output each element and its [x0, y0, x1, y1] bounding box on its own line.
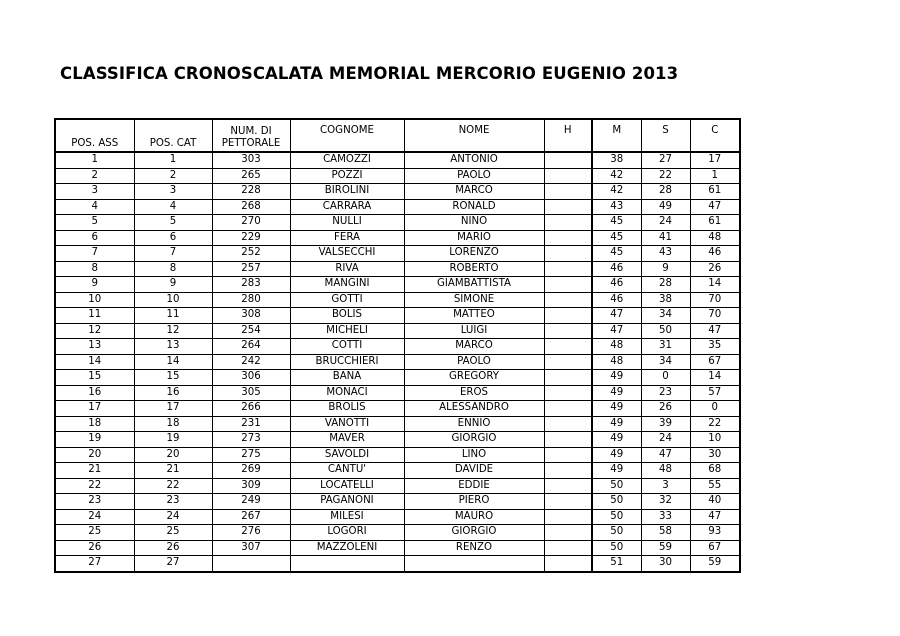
cell-m: 49 — [592, 463, 641, 479]
cell-nome: ALESSANDRO — [404, 401, 544, 417]
cell-pos-cat: 23 — [134, 494, 212, 510]
cell-c: 61 — [690, 215, 740, 231]
table-row — [55, 540, 740, 556]
cell-m: 42 — [592, 184, 641, 200]
cell-m: 43 — [592, 199, 641, 215]
cell-c: 22 — [690, 416, 740, 432]
table-row — [55, 556, 740, 572]
cell-pettorale: 305 — [212, 385, 290, 401]
cell-cognome: COTTI — [290, 339, 404, 355]
cell-nome: LORENZO — [404, 246, 544, 262]
table-row — [55, 385, 740, 401]
cell-h — [544, 525, 592, 541]
cell-h — [544, 556, 592, 572]
cell-nome: GREGORY — [404, 370, 544, 386]
cell-c: 61 — [690, 184, 740, 200]
cell-h — [544, 277, 592, 293]
cell-c: 30 — [690, 447, 740, 463]
cell-m: 47 — [592, 323, 641, 339]
cell-nome: MARCO — [404, 184, 544, 200]
cell-c: 57 — [690, 385, 740, 401]
table-row — [55, 509, 740, 525]
cell-s: 43 — [641, 246, 690, 262]
header-s: S — [641, 119, 690, 152]
cell-s: 23 — [641, 385, 690, 401]
cell-m: 42 — [592, 168, 641, 184]
cell-s: 24 — [641, 215, 690, 231]
cell-cognome: RIVA — [290, 261, 404, 277]
cell-pos-cat: 9 — [134, 277, 212, 293]
cell-h — [544, 261, 592, 277]
cell-cognome: NULLI — [290, 215, 404, 231]
cell-c: 70 — [690, 308, 740, 324]
cell-c: 10 — [690, 432, 740, 448]
cell-nome: GIAMBATTISTA — [404, 277, 544, 293]
cell-nome: GIORGIO — [404, 525, 544, 541]
cell-m: 50 — [592, 494, 641, 510]
table-row — [55, 339, 740, 355]
cell-pettorale: 231 — [212, 416, 290, 432]
cell-c: 14 — [690, 277, 740, 293]
cell-cognome: BRUCCHIERI — [290, 354, 404, 370]
cell-nome: PAOLO — [404, 354, 544, 370]
cell-pettorale — [212, 556, 290, 572]
cell-pos-cat: 1 — [134, 152, 212, 168]
table-row — [55, 168, 740, 184]
cell-pos-cat: 26 — [134, 540, 212, 556]
table-row — [55, 261, 740, 277]
cell-pettorale: 309 — [212, 478, 290, 494]
cell-m: 49 — [592, 385, 641, 401]
cell-m: 45 — [592, 246, 641, 262]
cell-c: 70 — [690, 292, 740, 308]
cell-nome: MAURO — [404, 509, 544, 525]
cell-pos-cat: 2 — [134, 168, 212, 184]
cell-s: 30 — [641, 556, 690, 572]
cell-pettorale: 249 — [212, 494, 290, 510]
cell-pettorale: 307 — [212, 540, 290, 556]
cell-pettorale: 252 — [212, 246, 290, 262]
cell-nome: MATTEO — [404, 308, 544, 324]
cell-pettorale: 283 — [212, 277, 290, 293]
cell-nome: ENNIO — [404, 416, 544, 432]
page-title: CLASSIFICA CRONOSCALATA MEMORIAL MERCORIO EUGENIO 2013 — [60, 64, 679, 83]
cell-pettorale: 276 — [212, 525, 290, 541]
cell-s: 27 — [641, 152, 690, 168]
cell-h — [544, 447, 592, 463]
cell-pos-ass: 16 — [55, 385, 134, 401]
cell-s: 47 — [641, 447, 690, 463]
cell-s: 50 — [641, 323, 690, 339]
cell-pettorale: 229 — [212, 230, 290, 246]
cell-pos-cat: 17 — [134, 401, 212, 417]
cell-pos-cat: 11 — [134, 308, 212, 324]
cell-pettorale: 268 — [212, 199, 290, 215]
cell-pos-ass: 26 — [55, 540, 134, 556]
table-row — [55, 463, 740, 479]
cell-m: 38 — [592, 152, 641, 168]
cell-pos-cat: 15 — [134, 370, 212, 386]
cell-pettorale: 303 — [212, 152, 290, 168]
cell-cognome: MANGINI — [290, 277, 404, 293]
cell-pos-cat: 19 — [134, 432, 212, 448]
cell-s: 49 — [641, 199, 690, 215]
table-row — [55, 432, 740, 448]
cell-nome: PAOLO — [404, 168, 544, 184]
cell-s: 28 — [641, 184, 690, 200]
header-pos-ass: POS. ASS — [55, 119, 134, 152]
cell-nome: RENZO — [404, 540, 544, 556]
cell-pettorale: 306 — [212, 370, 290, 386]
header-pettorale-line2: PETTORALE — [221, 138, 281, 149]
cell-pos-cat: 10 — [134, 292, 212, 308]
cell-cognome: CARRARA — [290, 199, 404, 215]
cell-pettorale: 269 — [212, 463, 290, 479]
cell-pettorale: 280 — [212, 292, 290, 308]
table-row — [55, 308, 740, 324]
cell-c: 93 — [690, 525, 740, 541]
header-nome: NOME — [404, 119, 544, 152]
cell-nome: RONALD — [404, 199, 544, 215]
cell-pos-ass: 18 — [55, 416, 134, 432]
cell-m: 50 — [592, 540, 641, 556]
cell-m: 46 — [592, 292, 641, 308]
cell-nome: NINO — [404, 215, 544, 231]
cell-s: 0 — [641, 370, 690, 386]
cell-c: 47 — [690, 509, 740, 525]
table-row — [55, 277, 740, 293]
cell-pos-cat: 7 — [134, 246, 212, 262]
cell-m: 45 — [592, 230, 641, 246]
cell-nome: LINO — [404, 447, 544, 463]
cell-cognome: VALSECCHI — [290, 246, 404, 262]
cell-pos-ass: 9 — [55, 277, 134, 293]
cell-m: 49 — [592, 447, 641, 463]
cell-cognome: FERA — [290, 230, 404, 246]
cell-pos-ass: 27 — [55, 556, 134, 572]
table-row — [55, 323, 740, 339]
cell-m: 46 — [592, 261, 641, 277]
cell-nome: MARIO — [404, 230, 544, 246]
cell-pettorale: 254 — [212, 323, 290, 339]
cell-pos-ass: 13 — [55, 339, 134, 355]
cell-s: 9 — [641, 261, 690, 277]
cell-s: 28 — [641, 277, 690, 293]
cell-m: 45 — [592, 215, 641, 231]
cell-pettorale: 275 — [212, 447, 290, 463]
table-body — [55, 152, 740, 572]
cell-h — [544, 385, 592, 401]
cell-h — [544, 152, 592, 168]
cell-pos-ass: 14 — [55, 354, 134, 370]
table-row — [55, 354, 740, 370]
cell-pos-ass: 11 — [55, 308, 134, 324]
cell-m: 49 — [592, 416, 641, 432]
cell-h — [544, 199, 592, 215]
cell-nome: PIERO — [404, 494, 544, 510]
table-row — [55, 494, 740, 510]
cell-cognome: BOLIS — [290, 308, 404, 324]
cell-cognome: SAVOLDI — [290, 447, 404, 463]
cell-h — [544, 339, 592, 355]
header-c: C — [690, 119, 740, 152]
cell-m: 50 — [592, 509, 641, 525]
cell-m: 49 — [592, 370, 641, 386]
table-row — [55, 416, 740, 432]
cell-cognome — [290, 556, 404, 572]
cell-pos-cat: 13 — [134, 339, 212, 355]
table-row — [55, 199, 740, 215]
cell-pettorale: 270 — [212, 215, 290, 231]
cell-s: 24 — [641, 432, 690, 448]
cell-pettorale: 267 — [212, 509, 290, 525]
cell-nome: MARCO — [404, 339, 544, 355]
cell-c: 47 — [690, 323, 740, 339]
cell-pos-cat: 16 — [134, 385, 212, 401]
cell-s: 31 — [641, 339, 690, 355]
cell-nome: ROBERTO — [404, 261, 544, 277]
cell-pos-ass: 3 — [55, 184, 134, 200]
cell-pettorale: 264 — [212, 339, 290, 355]
cell-cognome: CAMOZZI — [290, 152, 404, 168]
cell-nome: LUIGI — [404, 323, 544, 339]
table-row — [55, 184, 740, 200]
cell-s: 48 — [641, 463, 690, 479]
cell-c: 40 — [690, 494, 740, 510]
cell-h — [544, 292, 592, 308]
cell-pos-ass: 8 — [55, 261, 134, 277]
cell-h — [544, 432, 592, 448]
cell-s: 22 — [641, 168, 690, 184]
cell-s: 33 — [641, 509, 690, 525]
cell-nome: DAVIDE — [404, 463, 544, 479]
cell-h — [544, 540, 592, 556]
cell-c: 47 — [690, 199, 740, 215]
cell-c: 1 — [690, 168, 740, 184]
cell-nome: EDDIE — [404, 478, 544, 494]
header-m: M — [592, 119, 641, 152]
table-row — [55, 447, 740, 463]
cell-pos-cat: 14 — [134, 354, 212, 370]
table-row — [55, 478, 740, 494]
cell-s: 34 — [641, 354, 690, 370]
header-pos-cat: POS. CAT — [134, 119, 212, 152]
cell-pos-cat: 22 — [134, 478, 212, 494]
cell-s: 58 — [641, 525, 690, 541]
cell-pos-ass: 21 — [55, 463, 134, 479]
cell-s: 3 — [641, 478, 690, 494]
header-cognome: COGNOME — [290, 119, 404, 152]
table-row — [55, 230, 740, 246]
cell-pos-cat: 6 — [134, 230, 212, 246]
cell-pos-ass: 6 — [55, 230, 134, 246]
table-row — [55, 370, 740, 386]
table-row — [55, 215, 740, 231]
cell-cognome: LOCATELLI — [290, 478, 404, 494]
cell-pos-ass: 15 — [55, 370, 134, 386]
cell-c: 55 — [690, 478, 740, 494]
header-h: H — [544, 119, 592, 152]
cell-cognome: VANOTTI — [290, 416, 404, 432]
cell-cognome: MICHELI — [290, 323, 404, 339]
cell-nome: EROS — [404, 385, 544, 401]
cell-pos-cat: 5 — [134, 215, 212, 231]
table-row — [55, 525, 740, 541]
table-header — [55, 119, 740, 152]
cell-cognome: PAGANONI — [290, 494, 404, 510]
cell-c: 68 — [690, 463, 740, 479]
cell-h — [544, 168, 592, 184]
results-table — [54, 118, 741, 573]
cell-cognome: MAVER — [290, 432, 404, 448]
cell-pos-ass: 4 — [55, 199, 134, 215]
cell-c: 67 — [690, 540, 740, 556]
cell-pos-ass: 5 — [55, 215, 134, 231]
cell-h — [544, 509, 592, 525]
cell-pos-cat: 20 — [134, 447, 212, 463]
cell-s: 32 — [641, 494, 690, 510]
cell-h — [544, 370, 592, 386]
cell-pos-cat: 24 — [134, 509, 212, 525]
cell-pos-ass: 10 — [55, 292, 134, 308]
cell-pos-ass: 7 — [55, 246, 134, 262]
header-row — [55, 119, 740, 152]
cell-cognome: BANA — [290, 370, 404, 386]
cell-pos-ass: 1 — [55, 152, 134, 168]
table-row — [55, 292, 740, 308]
header-pettorale-line1: NUM. DI — [230, 126, 272, 137]
header-pettorale — [212, 119, 290, 152]
cell-cognome: LOGORI — [290, 525, 404, 541]
cell-cognome: BROLIS — [290, 401, 404, 417]
cell-pos-ass: 20 — [55, 447, 134, 463]
cell-cognome: BIROLINI — [290, 184, 404, 200]
cell-pos-ass: 17 — [55, 401, 134, 417]
cell-pettorale: 308 — [212, 308, 290, 324]
cell-s: 38 — [641, 292, 690, 308]
cell-pos-ass: 19 — [55, 432, 134, 448]
cell-s: 34 — [641, 308, 690, 324]
cell-c: 14 — [690, 370, 740, 386]
cell-m: 50 — [592, 478, 641, 494]
cell-pos-ass: 23 — [55, 494, 134, 510]
table-row — [55, 401, 740, 417]
cell-pos-cat: 21 — [134, 463, 212, 479]
cell-cognome: POZZI — [290, 168, 404, 184]
cell-c: 17 — [690, 152, 740, 168]
cell-h — [544, 478, 592, 494]
cell-c: 26 — [690, 261, 740, 277]
cell-h — [544, 323, 592, 339]
cell-pos-cat: 25 — [134, 525, 212, 541]
cell-s: 59 — [641, 540, 690, 556]
cell-pos-ass: 22 — [55, 478, 134, 494]
cell-pettorale: 265 — [212, 168, 290, 184]
table-row — [55, 246, 740, 262]
cell-cognome: CANTU' — [290, 463, 404, 479]
cell-cognome: MILESI — [290, 509, 404, 525]
cell-cognome: MAZZOLENI — [290, 540, 404, 556]
cell-h — [544, 246, 592, 262]
cell-pos-ass: 25 — [55, 525, 134, 541]
cell-pos-cat: 4 — [134, 199, 212, 215]
cell-nome — [404, 556, 544, 572]
cell-h — [544, 308, 592, 324]
cell-cognome: GOTTI — [290, 292, 404, 308]
cell-nome: ANTONIO — [404, 152, 544, 168]
cell-m: 46 — [592, 277, 641, 293]
cell-h — [544, 494, 592, 510]
cell-m: 48 — [592, 339, 641, 355]
cell-pos-cat: 12 — [134, 323, 212, 339]
cell-h — [544, 184, 592, 200]
cell-m: 49 — [592, 432, 641, 448]
cell-m: 48 — [592, 354, 641, 370]
cell-pos-ass: 24 — [55, 509, 134, 525]
cell-cognome: MONACI — [290, 385, 404, 401]
cell-m: 47 — [592, 308, 641, 324]
cell-nome: SIMONE — [404, 292, 544, 308]
cell-pettorale: 228 — [212, 184, 290, 200]
cell-pettorale: 242 — [212, 354, 290, 370]
cell-pos-ass: 12 — [55, 323, 134, 339]
table-row — [55, 152, 740, 168]
cell-pettorale: 273 — [212, 432, 290, 448]
cell-m: 50 — [592, 525, 641, 541]
cell-h — [544, 401, 592, 417]
cell-m: 51 — [592, 556, 641, 572]
cell-pos-cat: 27 — [134, 556, 212, 572]
cell-pos-ass: 2 — [55, 168, 134, 184]
cell-nome: GIORGIO — [404, 432, 544, 448]
cell-c: 59 — [690, 556, 740, 572]
cell-s: 41 — [641, 230, 690, 246]
cell-c: 35 — [690, 339, 740, 355]
cell-c: 48 — [690, 230, 740, 246]
cell-h — [544, 416, 592, 432]
cell-pettorale: 257 — [212, 261, 290, 277]
cell-m: 49 — [592, 401, 641, 417]
cell-pos-cat: 3 — [134, 184, 212, 200]
cell-h — [544, 230, 592, 246]
cell-s: 26 — [641, 401, 690, 417]
cell-pos-cat: 8 — [134, 261, 212, 277]
cell-h — [544, 354, 592, 370]
cell-h — [544, 215, 592, 231]
cell-pettorale: 266 — [212, 401, 290, 417]
cell-h — [544, 463, 592, 479]
cell-pos-cat: 18 — [134, 416, 212, 432]
cell-c: 46 — [690, 246, 740, 262]
cell-c: 67 — [690, 354, 740, 370]
cell-c: 0 — [690, 401, 740, 417]
cell-s: 39 — [641, 416, 690, 432]
